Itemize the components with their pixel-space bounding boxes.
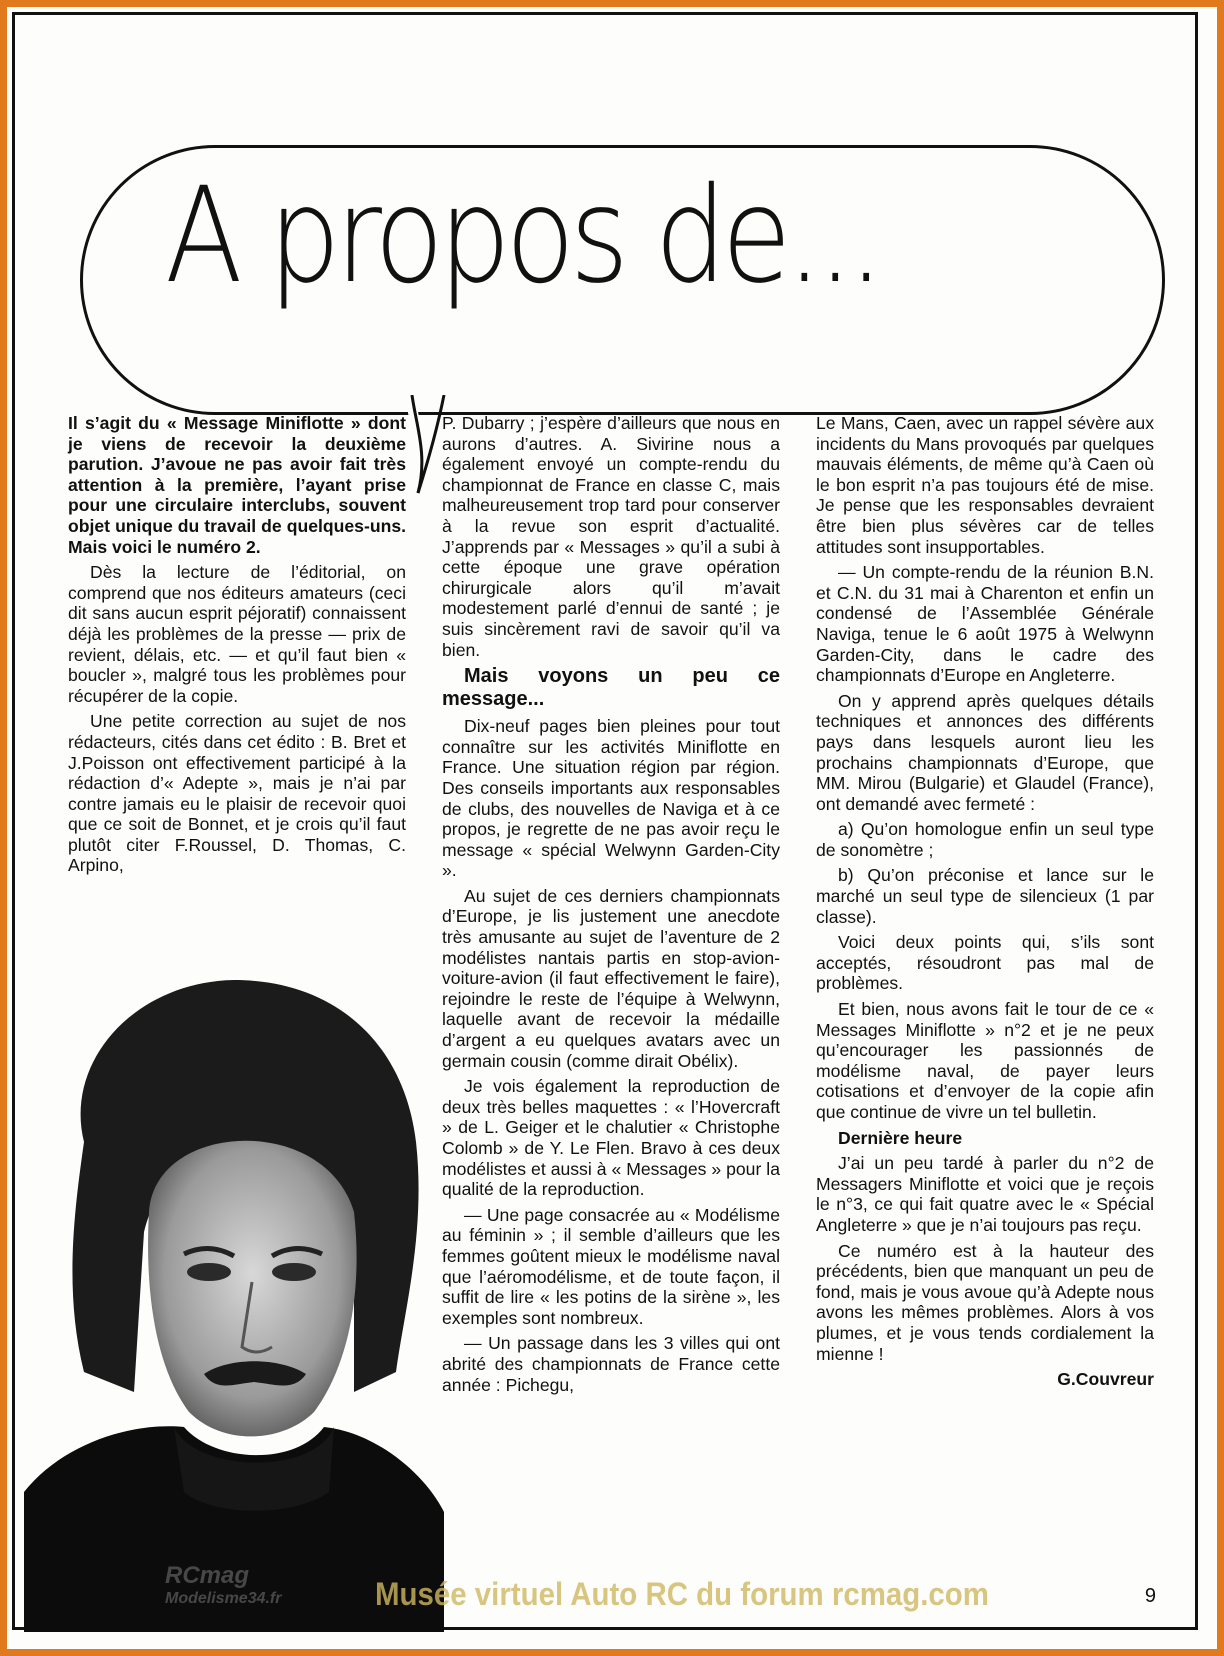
author-signature: G.Couvreur [1057, 1369, 1154, 1390]
column-3 [816, 413, 1154, 1395]
watermark-rcmag: RCmag [165, 1562, 250, 1589]
paragraph: Dix-neuf pages bien pleines pour tout connaître sur les activités Miniflotte en France. Une situation région par région. Des conseils importants aux responsables de clubs, des nouvelles de Naviga et à ce propos, je regrette de ne pas avoir reçu le message « spécial Welwynn Garden-City ». [442, 716, 780, 881]
paragraph: Je vois également la reproduction de deux très belles maquettes : « l’Hovercraft » de L. Geiger et le chalutier « Christophe Colomb » de Y. Le Flen. Bravo à ces deux modélistes et aussi à « Messages » pour la qualité de la reproduction. [442, 1076, 780, 1200]
article-title: A propos de... [165, 159, 880, 313]
author-portrait [24, 972, 444, 1632]
intro-paragraph: Il s’agit du « Message Miniflotte » dont je viens de recevoir la deuxième parution. J’avoue ne pas avoir fait très attention à la première, l’ayant prise pour une circulaire interclubs, souvent objet unique du travail de quelques-uns. Mais voici le numéro 2. [68, 413, 406, 557]
paragraph: — Un compte-rendu de la réunion B.N. et C.N. du 31 mai à Charenton et enfin un condensé de l’Assemblée Générale Naviga, tenue le 6 août 1975 à Welwynn Garden-City, dans le cadre des championnats d’Europe en Angleterre. [816, 562, 1154, 686]
page-number: 9 [1144, 1585, 1156, 1607]
column-1 [68, 413, 406, 881]
paragraph: On y apprend après quelques détails techniques et annonces des différents pays dans lesquels auront lieu les prochains championnats d’Europe, que MM. Mirou (Bulgarie) et Glaudel (France), ont demandé avec fermeté : [816, 690, 1154, 814]
watermark-site: Modelisme34.fr [165, 1590, 282, 1607]
list-item: a) Qu’on homologue enfin un seul type de sonomètre ; [816, 819, 1154, 860]
column-2 [442, 413, 780, 1400]
paragraph: — Une page consacrée au « Modélisme au féminin » ; il semble d’ailleurs que les femmes goûtent mieux le modélisme naval que l’aéromodélisme, et de toute façon, il suffit de lire « les potins de la sirène », les exemples sont nombreux. [442, 1204, 780, 1328]
paragraph: Ce numéro est à la hauteur des précédents, bien que manquant un peu de fond, mais je vous avoue qu’à Adepte nous avons les mêmes problèmes. Alors à vos plumes, et je vous tends cordialement la mienne ! [816, 1240, 1154, 1364]
watermark-museum: Musée virtuel Auto RC du forum rcmag.com [375, 1576, 989, 1612]
paragraph: — Un passage dans les 3 villes qui ont abrité des championnats de France cette année : Pichegu, [442, 1333, 780, 1395]
list-item: b) Qu’on préconise et lance sur le marché un seul type de silencieux (1 par classe). [816, 865, 1154, 927]
section-heading: Mais voyons un peu ce message... [442, 665, 780, 711]
paragraph: P. Dubarry ; j’espère d’ailleurs que nous en aurons d’autres. A. Sivirine nous a également envoyé un compte-rendu du championnat de France en classe C, mais malheureusement trop tard pour conserver à la revue son esprit d’actualité. J’apprends par « Messages » qu’il a subi à cette époque une grave opération chirurgicale alors qu’il m’avait modestement parlé d’ennui de santé ; je suis sincèrement ravi de savoir qu’il va bien. [442, 413, 780, 660]
section-heading: Dernière heure [838, 1127, 963, 1148]
paragraph: J’ai un peu tardé à parler du n°2 de Messagers Miniflotte et voici que je reçois le n°3, ce qui fait quatre avec le « Spécial Angleterre » que je n’ai toujours pas reçu. [816, 1153, 1154, 1235]
paragraph: Et bien, nous avons fait le tour de ce « Messages Miniflotte » n°2 et je ne peux qu’encourager les passionnés de modélisme naval, de payer leurs cotisations et d’envoyer de la copie afin que continue de vivre un tel bulletin. [816, 999, 1154, 1122]
paragraph: Au sujet de ces derniers championnats d’Europe, je lis justement une anecdote très amusante au sujet de l’aventure de 2 modélistes nantais partis en stop-avion-voiture-avion (il faut effectivement le faire), rejoindre le reste de l’équipe à Welwynn, laquelle avant de recevoir la médaille d’argent a eu quelques avatars avec un germain cousin (comme dirait Obélix). [442, 885, 780, 1071]
paragraph: Voici deux points qui, s’ils sont acceptés, résoudront pas mal de problèmes. [816, 932, 1154, 994]
paragraph: Le Mans, Caen, avec un rappel sévère aux incidents du Mans provoqués par quelques mauvais éléments, de même qu’à Caen où le bon esprit n’a pas toujours été de mise. Je pense que les responsables devraient être bien plus sévères car de telles attitudes sont insupportables. [816, 413, 1154, 557]
paragraph: Dès la lecture de l’éditorial, on comprend que nos éditeurs amateurs (ceci dit sans aucun esprit péjoratif) connaissent déjà les problèmes de la presse — prix de revient, délais, etc. — et qu’il faut bien « boucler », malgré tous les problèmes pour récupérer de la copie. [68, 562, 406, 706]
paragraph: Une petite correction au sujet de nos rédacteurs, cités dans cet édito : B. Bret et J.Poisson ont effectivement participé à la rédaction d’« Adepte », mais je n’ai par contre jamais eu le plaisir de recevoir quoi que ce soit de Bonnet, et je crois qu’il faut plutôt citer F.Roussel, D. Thomas, C. Arpino, [68, 711, 406, 876]
